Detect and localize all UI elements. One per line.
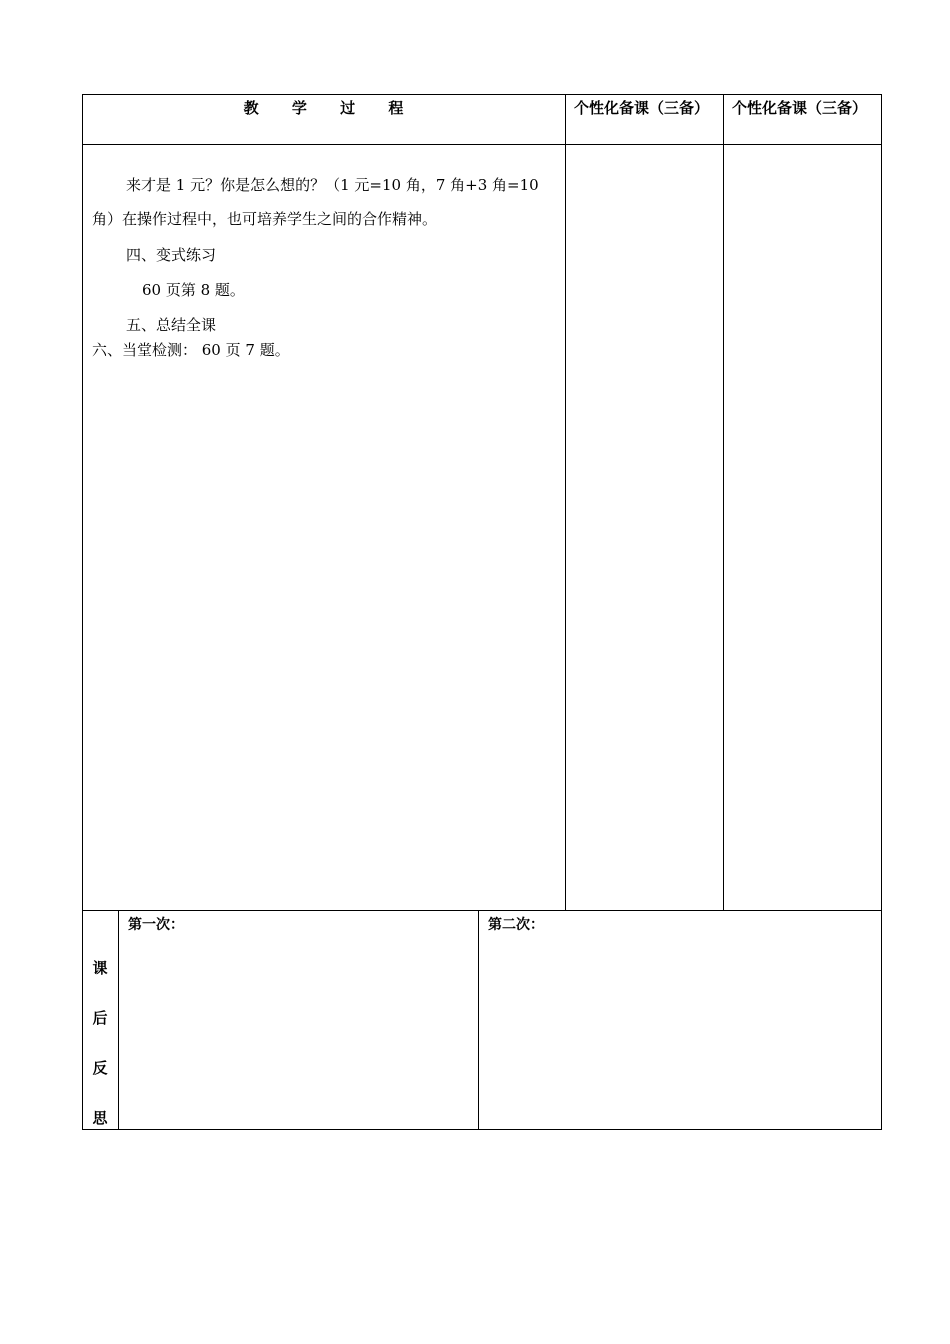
- process-column-header: 教 学 过 程: [243, 99, 418, 117]
- process-bottom-border: [82, 910, 882, 911]
- reflection-label-char-4: 思: [92, 1109, 108, 1127]
- process-line-5: 五、总结全课: [126, 316, 217, 334]
- process-line-3: 四、变式练习: [126, 246, 217, 264]
- personal-prep-header-2: 个性化备课（三备）: [732, 99, 868, 117]
- reflect-label-divider: [118, 910, 119, 1130]
- personal-prep-header-1: 个性化备课（三备）: [574, 99, 710, 117]
- table-right-border: [881, 94, 882, 1130]
- first-reflection-label: 第一次：: [128, 917, 184, 933]
- process-col-divider: [565, 94, 566, 911]
- reflection-label-char-3: 反: [92, 1059, 108, 1077]
- header-bottom-border: [82, 144, 882, 145]
- reflection-label-char-2: 后: [92, 1009, 108, 1027]
- reflect-mid-divider: [478, 910, 479, 1130]
- process-line-6: 六、当堂检测： 60 页 7 题。: [92, 341, 290, 359]
- table-bottom-border: [82, 1129, 882, 1130]
- reflection-label-char-1: 课: [92, 959, 108, 977]
- prep-col-divider: [723, 94, 724, 911]
- process-line-4: 60 页第 8 题。: [142, 281, 245, 299]
- process-line-2: 角）在操作过程中，也可培养学生之间的合作精神。: [92, 210, 438, 228]
- process-line-1: 来才是 1 元？你是怎么想的？（1 元=10 角，7 角+3 角=10: [126, 176, 539, 194]
- second-reflection-label: 第二次：: [488, 917, 544, 933]
- table-top-border: [82, 94, 882, 95]
